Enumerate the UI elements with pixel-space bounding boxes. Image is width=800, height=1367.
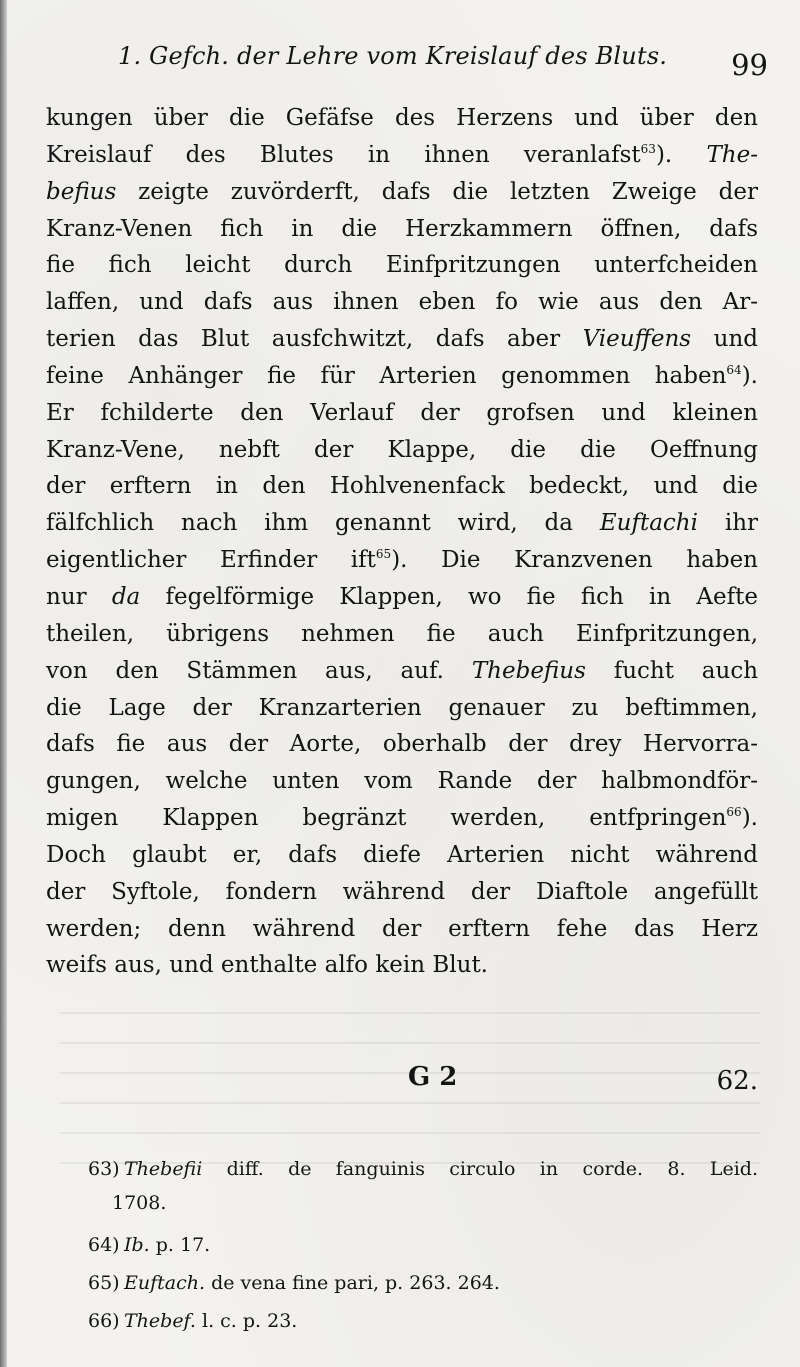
text-line: fälfchlich nach ihm genannt wird, da Euftachi ihr (46, 510, 758, 537)
text-line: Er fchilderte den Verlauf der grofsen und kleinen (46, 399, 758, 426)
text-line: von den Stämmen aus, auf. Thebefius fucht auch (46, 657, 759, 684)
text-line: die Lage der Kranzarterien genauer zu beftimmen, (46, 694, 758, 721)
catchword: 62. (716, 1066, 758, 1096)
text-line: befius zeigte zuvörderft, dafs die letzten Zweige der (46, 178, 758, 205)
text-line: eigentlicher Erfinder ift$^{65}$). Die Kranzvenen haben (46, 547, 758, 574)
signature-mark: G 2 (408, 1062, 458, 1092)
text-line: gungen, welche unten vom Rande der halbmondför- (46, 768, 758, 795)
text-line: feine Anhänger fie für Arterien genommen haben$^{64}$). (46, 362, 758, 389)
running-header (118, 42, 768, 82)
text-line: theilen, übrigens nehmen fie auch Einfpritzungen, (46, 620, 758, 647)
text-line: weifs aus, und enthalte alfo kein Blut. (46, 952, 488, 979)
footnote: 65) Euftach. de vena fine pari, p. 263. 264. (88, 1272, 500, 1294)
text-line: fie fich leicht durch Einfpritzungen unterfcheiden (46, 252, 758, 279)
footnote-ref: 65 (375, 547, 392, 562)
text-line: werden; denn während der erftern fehe das Herz (46, 915, 758, 942)
main-text (46, 100, 758, 984)
text-line: Kreislauf des Blutes in ihnen veranlafst$^{63}$). The- (46, 141, 758, 168)
footnote: 64) Ib. p. 17. (88, 1234, 211, 1256)
text-line: kungen über die Gefäfse des Herzens und über den (46, 105, 758, 131)
footnote-ref: 64 (726, 362, 742, 377)
running-title: 1. Gefch. der Lehre vom Kreislauf des Bluts. (118, 42, 668, 70)
footnote-ref: 66 (726, 805, 742, 820)
text-line: der erftern in den Hohlvenenfack bedeckt, und die (46, 473, 758, 500)
footnote: 63) Thebefii diff. de fanguinis circulo in corde. 8. Leid. (88, 1158, 758, 1180)
footnote-ref: 63 (640, 141, 656, 156)
page-number: 99 (731, 48, 768, 82)
text-line: terien das Blut ausfchwitzt, dafs aber Vieuffens und (46, 326, 758, 353)
text-line: Kranz-Venen fich in die Herzkammern öffnen, dafs (46, 215, 758, 242)
text-line: der Syftole, fondern während der Diaftole angefüllt (46, 878, 758, 905)
text-line: Kranz-Vene, nebft der Klappe, die die Oeffnung (46, 436, 758, 463)
text-line: nur da fegelförmige Klappen, wo fie fich in Aefte (46, 583, 759, 610)
page-edge-shadow (0, 0, 7, 1367)
text-line: migen Klappen begränzt werden, entfpringen$^{66}$). (46, 805, 758, 832)
text-line: Doch glaubt er, dafs diefe Arterien nicht während (46, 841, 758, 868)
footnote-continuation: 1708. (112, 1192, 167, 1214)
text-line: dafs fie aus der Aorte, oberhalb der drey Hervorra- (46, 731, 758, 758)
text-line: laffen, und dafs aus ihnen eben fo wie aus den Ar- (46, 289, 758, 316)
footnote: 66) Thebef. l. c. p. 23. (88, 1310, 298, 1332)
signature-row (46, 1062, 758, 1102)
